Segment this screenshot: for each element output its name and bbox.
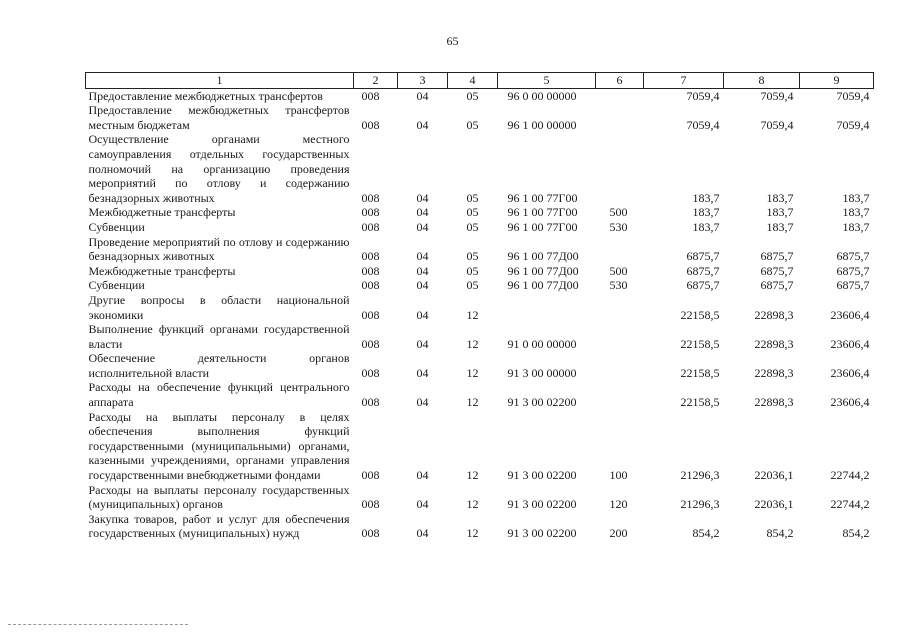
- table-row: [86, 132, 874, 205]
- table-row: [86, 380, 874, 409]
- row-target-article: 96 1 00 77Г00: [507, 205, 578, 220]
- row-name: Субвенции: [88, 278, 145, 293]
- row-amount-col7: 7059,4: [686, 88, 720, 103]
- row-name: Расходы на выплаты персоналу государственных (муниципальных) органов: [88, 482, 350, 512]
- row-subsection: 05: [466, 219, 479, 234]
- row-expense-type: 200: [609, 526, 628, 541]
- row-section: 04: [416, 219, 429, 234]
- row-amount-col9: 183,7: [842, 190, 870, 205]
- row-subsection: 12: [466, 307, 479, 322]
- row-amount-col8: 7059,4: [760, 117, 794, 132]
- row-name: Выполнение функций органами государственной власти: [88, 322, 350, 351]
- row-subsection: 12: [466, 526, 479, 541]
- row-subsection: 05: [466, 190, 479, 205]
- row-section: 04: [416, 336, 429, 351]
- row-amount-col9: 23606,4: [830, 365, 870, 380]
- row-section: 04: [416, 468, 429, 483]
- row-subsection: 05: [466, 117, 479, 132]
- row-amount-col7: 22158,5: [680, 365, 720, 380]
- row-amount-col9: 23606,4: [830, 395, 870, 410]
- row-target-article: 91 0 00 00000: [507, 336, 577, 351]
- row-amount-col9: 7059,4: [836, 117, 870, 132]
- row-subsection: 05: [466, 278, 479, 293]
- row-section: 04: [416, 249, 429, 264]
- row-expense-type: [596, 132, 644, 205]
- row-amount-col9: 6875,7: [836, 249, 870, 264]
- row-name: Субвенции: [88, 219, 145, 234]
- row-amount-col8: 183,7: [766, 205, 794, 220]
- row-name: Предоставление межбюджетных трансфертов: [88, 88, 323, 103]
- row-amount-col7: 6875,7: [686, 263, 720, 278]
- row-name: Расходы на обеспечение функций центрального аппарата: [88, 380, 350, 410]
- column-header-2: 2: [354, 73, 398, 89]
- row-amount-col7: 21296,3: [680, 468, 720, 483]
- table-row: [86, 293, 874, 322]
- row-subsection: 12: [466, 497, 479, 512]
- row-subsection: 12: [466, 336, 479, 351]
- table-row: [86, 88, 874, 103]
- table-row: [86, 410, 874, 483]
- row-amount-col8: 183,7: [766, 219, 794, 234]
- row-amount-col7: 183,7: [692, 205, 720, 220]
- column-header-6: 6: [596, 73, 644, 89]
- row-grbs-code: 008: [361, 249, 380, 264]
- row-expense-type: 120: [609, 497, 628, 512]
- row-section: 04: [416, 497, 429, 512]
- row-target-article: 96 1 00 77Г00: [507, 219, 578, 234]
- row-target-article: 96 1 00 77Д00: [507, 263, 579, 278]
- row-expense-type: [596, 293, 644, 322]
- row-target-article: 91 3 00 00000: [507, 365, 577, 380]
- row-amount-col8: 22898,3: [754, 395, 794, 410]
- row-amount-col7: 22158,5: [680, 336, 720, 351]
- row-amount-col8: 6875,7: [760, 249, 794, 264]
- row-name: Расходы на выплаты персоналу в целях обеспечения выполнения функций государственными (муниципальными) органами, казенными учреждениями, органами управления государственными внебюджетными фондами: [88, 409, 350, 483]
- row-amount-col7: 21296,3: [680, 497, 720, 512]
- table-row: [86, 264, 874, 279]
- row-name: Другие вопросы в области национальной экономики: [88, 292, 350, 322]
- row-target-article: 91 3 00 02200: [507, 468, 577, 483]
- row-grbs-code: 008: [361, 263, 380, 278]
- row-grbs-code: 008: [361, 190, 380, 205]
- row-amount-col7: 183,7: [692, 190, 720, 205]
- table-row: [86, 483, 874, 512]
- row-target-article: 91 3 00 02200: [507, 526, 577, 541]
- row-expense-type: 500: [609, 205, 628, 220]
- row-amount-col7: 854,2: [692, 526, 720, 541]
- row-target-article: 96 1 00 77Д00: [507, 278, 579, 293]
- row-expense-type: [596, 88, 644, 103]
- row-section: 04: [416, 307, 429, 322]
- column-header-7: 7: [644, 73, 724, 89]
- row-section: 04: [416, 263, 429, 278]
- row-grbs-code: 008: [361, 468, 380, 483]
- row-amount-col9: 183,7: [842, 219, 870, 234]
- row-amount-col8: 854,2: [766, 526, 794, 541]
- row-subsection: 05: [466, 205, 479, 220]
- row-subsection: 12: [466, 468, 479, 483]
- table-header: [86, 73, 874, 89]
- page-number: 65: [446, 34, 459, 48]
- footer-divider: [8, 624, 188, 625]
- row-expense-type: [596, 351, 644, 380]
- row-target-article: [498, 293, 596, 322]
- row-expense-type: [596, 322, 644, 351]
- row-amount-col8: 22898,3: [754, 307, 794, 322]
- row-name: Обеспечение деятельности органов исполнительной власти: [88, 351, 350, 380]
- row-name: Проведение мероприятий по отлову и содержанию безнадзорных животных: [88, 234, 350, 264]
- row-section: 04: [416, 205, 429, 220]
- row-amount-col9: 23606,4: [830, 336, 870, 351]
- row-amount-col8: 22036,1: [754, 468, 794, 483]
- row-amount-col8: 183,7: [766, 190, 794, 205]
- row-grbs-code: 008: [361, 278, 380, 293]
- row-name: Межбюджетные трансферты: [88, 205, 236, 220]
- table-body: [86, 88, 874, 541]
- row-amount-col7: 22158,5: [680, 395, 720, 410]
- row-grbs-code: 008: [361, 526, 380, 541]
- column-header-5: 5: [498, 73, 596, 89]
- row-amount-col9: 7059,4: [836, 88, 870, 103]
- row-grbs-code: 008: [361, 336, 380, 351]
- row-target-article: 96 1 00 77Д00: [507, 249, 579, 264]
- row-amount-col9: 6875,7: [836, 278, 870, 293]
- table-row: [86, 351, 874, 380]
- row-amount-col8: 6875,7: [760, 263, 794, 278]
- row-grbs-code: 008: [361, 497, 380, 512]
- row-section: 04: [416, 365, 429, 380]
- row-section: 04: [416, 88, 429, 103]
- row-amount-col8: 22898,3: [754, 336, 794, 351]
- row-grbs-code: 008: [361, 219, 380, 234]
- budget-table: [85, 72, 874, 541]
- table-row: [86, 322, 874, 351]
- row-expense-type: 100: [609, 468, 628, 483]
- row-amount-col8: 22036,1: [754, 497, 794, 512]
- row-subsection: 05: [466, 88, 479, 103]
- row-target-article: 91 3 00 02200: [507, 395, 577, 410]
- table-row: [86, 205, 874, 220]
- row-section: 04: [416, 395, 429, 410]
- row-amount-col8: 22898,3: [754, 365, 794, 380]
- column-header-4: 4: [448, 73, 498, 89]
- header-row: [86, 73, 874, 89]
- row-expense-type: 530: [609, 219, 628, 234]
- row-expense-type: [596, 380, 644, 409]
- row-amount-col9: 183,7: [842, 205, 870, 220]
- row-amount-col7: 22158,5: [680, 307, 720, 322]
- row-amount-col7: 7059,4: [686, 117, 720, 132]
- row-amount-col7: 6875,7: [686, 278, 720, 293]
- row-amount-col7: 6875,7: [686, 249, 720, 264]
- row-grbs-code: 008: [361, 307, 380, 322]
- row-section: 04: [416, 117, 429, 132]
- table-row: [86, 512, 874, 541]
- row-grbs-code: 008: [361, 205, 380, 220]
- table-row: [86, 235, 874, 264]
- row-amount-col9: 6875,7: [836, 263, 870, 278]
- row-expense-type: [596, 103, 644, 132]
- row-expense-type: 530: [609, 278, 628, 293]
- row-subsection: 05: [466, 263, 479, 278]
- row-section: 04: [416, 190, 429, 205]
- row-expense-type: 500: [609, 263, 628, 278]
- row-grbs-code: 008: [361, 117, 380, 132]
- row-name: Предоставление межбюджетных трансфертов местным бюджетам: [88, 103, 350, 132]
- row-target-article: 96 1 00 77Г00: [507, 190, 578, 205]
- table-row: [86, 220, 874, 235]
- column-header-8: 8: [724, 73, 800, 89]
- row-section: 04: [416, 278, 429, 293]
- row-amount-col9: 23606,4: [830, 307, 870, 322]
- row-amount-col8: 6875,7: [760, 278, 794, 293]
- row-name: Осуществление органами местного самоуправления отдельных государственных полномочий на организацию проведения мероприятий по отлову и содержанию безнадзорных животных: [88, 132, 350, 205]
- row-amount-col9: 22744,2: [830, 468, 870, 483]
- row-grbs-code: 008: [361, 365, 380, 380]
- column-header-1: 1: [86, 73, 354, 89]
- table-row: [86, 278, 874, 293]
- row-subsection: 05: [466, 249, 479, 264]
- row-amount-col8: 7059,4: [760, 88, 794, 103]
- row-section: 04: [416, 526, 429, 541]
- row-target-article: 96 0 00 00000: [507, 88, 577, 103]
- table-row: [86, 103, 874, 132]
- row-target-article: 96 1 00 00000: [507, 117, 577, 132]
- column-header-3: 3: [398, 73, 448, 89]
- row-grbs-code: 008: [361, 395, 380, 410]
- row-expense-type: [596, 235, 644, 264]
- row-amount-col9: 854,2: [842, 526, 870, 541]
- row-name: Закупка товаров, работ и услуг для обеспечения государственных (муниципальных) нужд: [88, 511, 350, 541]
- row-subsection: 12: [466, 365, 479, 380]
- row-name: Межбюджетные трансферты: [88, 263, 236, 278]
- row-grbs-code: 008: [361, 88, 380, 103]
- row-amount-col9: 22744,2: [830, 497, 870, 512]
- row-target-article: 91 3 00 02200: [507, 497, 577, 512]
- row-subsection: 12: [466, 395, 479, 410]
- column-header-9: 9: [800, 73, 874, 89]
- row-amount-col7: 183,7: [692, 219, 720, 234]
